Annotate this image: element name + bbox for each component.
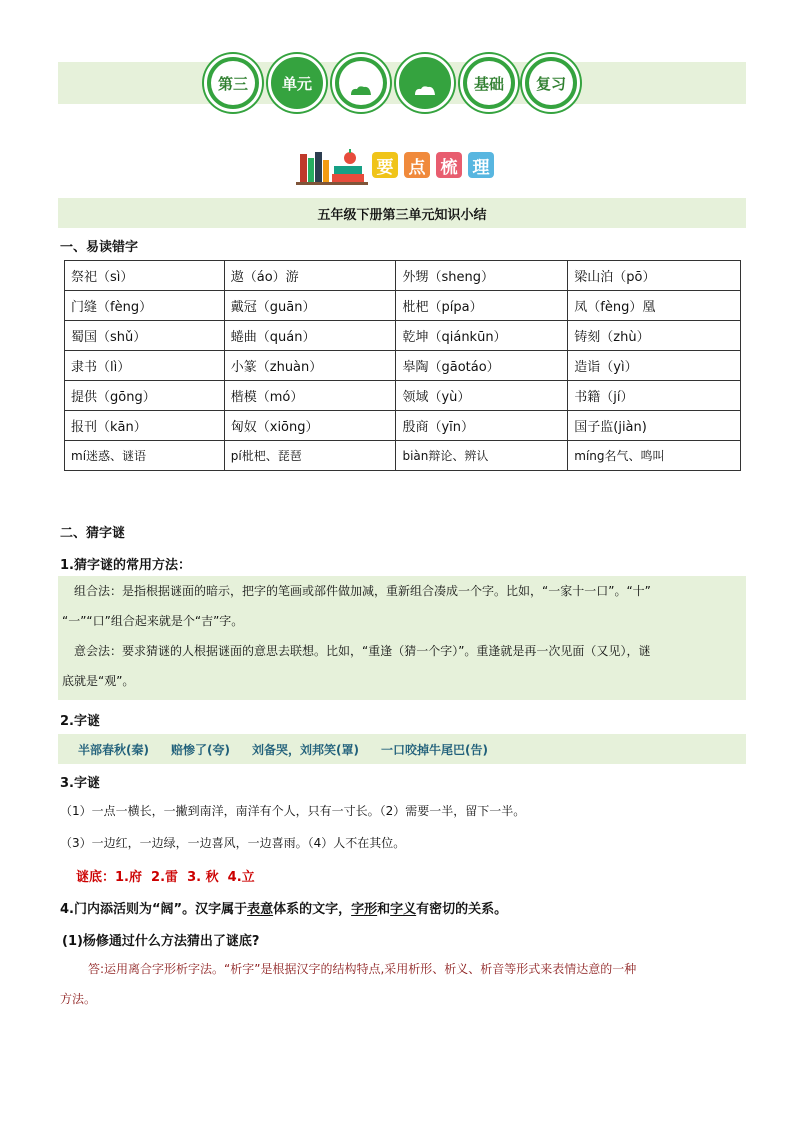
table-cell: pí枇杷、琵琶 [224, 441, 396, 471]
table-cell: 梁山泊（pō） [568, 261, 741, 291]
header-word-2: 单元 [281, 74, 312, 93]
table-row [65, 291, 741, 321]
banner-char: 梳 [440, 157, 458, 178]
section2-heading: 二、猜字谜 [60, 526, 126, 541]
table-row [65, 351, 741, 381]
riddle-3: 刘备哭，刘邦笑(罩) [251, 742, 359, 757]
header-circle-3 [332, 54, 390, 112]
table-row [65, 321, 741, 351]
table-cell: 门缝（fèng） [65, 291, 225, 321]
q4-underlined: 字义 [390, 902, 417, 917]
table-row [65, 441, 741, 471]
q4-text: 体系的文字， [273, 902, 352, 917]
table-cell: 祭祀（sì） [65, 261, 225, 291]
table-cell: 小篆（zhuàn） [224, 351, 396, 381]
page-title: 五年级下册第三单元知识小结 [58, 198, 746, 228]
header-circle-6 [522, 54, 580, 112]
table-cell: 外甥（sheng） [396, 261, 568, 291]
riddles-box [58, 734, 746, 764]
q2-heading: 2.字谜 [60, 714, 100, 729]
q4-keyword: 阔 [160, 902, 174, 917]
table-cell: 蜀国（shǔ） [65, 321, 225, 351]
riddle-2: 赔惨了(夸) [170, 742, 230, 757]
q1-heading: 1.猜字谜的常用方法： [60, 558, 191, 573]
q3-line2: （3）一边红，一边绿，一边喜风，一边喜雨。（4）人不在其位。 [60, 836, 406, 850]
table-cell: míng名气、鸣叫 [568, 441, 741, 471]
answer-label: 谜底： [76, 870, 116, 885]
banner-tile-1 [372, 152, 398, 178]
banner-tile-4 [468, 152, 494, 178]
riddle-4: 一口咬掉牛尾巴(告) [380, 742, 488, 757]
q3-heading: 3.字谜 [60, 776, 100, 791]
table-cell: 领域（yù） [396, 381, 568, 411]
header-word-5: 基础 [473, 74, 504, 93]
pronunciation-table [64, 260, 741, 471]
method1-line1: 组合法：是指根据谜面的暗示，把字的笔画或部件做加减，重新组合凑成一个字。比如，“一家十一口”。“十” [74, 584, 651, 598]
riddle-1: 半部春秋(秦) [78, 742, 149, 757]
method2-line1: 意会法：要求猜谜的人根据谜面的意思去联想。比如，“重逢（猜一个字）”。重逢就是再一次见面（又见），谜 [74, 644, 651, 658]
table-cell: 枇杷（pípa） [396, 291, 568, 321]
methods-box [58, 576, 746, 700]
table-row [65, 261, 741, 291]
header-word-6: 复习 [535, 74, 566, 93]
header-circle-1 [204, 54, 262, 112]
table-cell: 皋陶（gāotáo） [396, 351, 568, 381]
banner-char: 理 [472, 157, 490, 178]
q4-answer-line1: 答:运用离合字形析字法。“析字”是根据汉字的结构特点,采用析形、析义、析音等形式来表情达意的一种 [88, 962, 637, 976]
answers-line [76, 866, 255, 885]
banner-tile-2 [404, 152, 430, 178]
cloud-icon [413, 85, 437, 95]
q4-text: 4.门内添活则为“ [60, 902, 161, 917]
answer-values: 1.府 2.雷 3. 秋 4.立 [115, 870, 255, 885]
q4-text: 和 [377, 902, 391, 917]
table-cell: 乾坤（qiánkūn） [396, 321, 568, 351]
table-cell: 提供（gōng） [65, 381, 225, 411]
q4-underlined: 字形 [351, 902, 378, 917]
header-circle-5 [460, 54, 518, 112]
method2-line2: 底就是“观”。 [62, 674, 135, 688]
header-circle-2 [268, 54, 326, 112]
table-cell: 蜷曲（quán） [224, 321, 396, 351]
q4-answer-line2: 方法。 [60, 992, 97, 1006]
table-cell: 书籍（jí） [568, 381, 741, 411]
section-banner [296, 146, 506, 186]
table-row [65, 381, 741, 411]
table-row [65, 411, 741, 441]
table-cell: 楷模（mó） [224, 381, 396, 411]
table-cell: mí迷惑、谜语 [65, 441, 225, 471]
table-cell: 匈奴（xiōng） [224, 411, 396, 441]
header-word-1: 第三 [217, 74, 248, 93]
table-cell: 隶书（lì） [65, 351, 225, 381]
table-cell: 报刊（kān） [65, 411, 225, 441]
q3-line1: （1）一点一横长，一撇到南洋，南洋有个人，只有一寸长。（2）需要一半，留下一半。 [60, 804, 526, 818]
table-cell: 殷商（yīn） [396, 411, 568, 441]
q4-heading [60, 898, 507, 917]
section1-heading: 一、易读错字 [60, 240, 139, 255]
table-cell: 凤（fèng）凰 [568, 291, 741, 321]
table-cell: 遨（áo）游 [224, 261, 396, 291]
q4-text: 有密切的关系。 [416, 902, 508, 917]
table-cell: biàn辩论、辨认 [396, 441, 568, 471]
q4-text: ”。汉字属于 [173, 902, 248, 917]
table-cell: 铸刻（zhù） [568, 321, 741, 351]
banner-char: 点 [408, 157, 426, 178]
header-circle-4 [396, 54, 454, 112]
books-icon [296, 146, 368, 186]
table-cell: 造诣（yì） [568, 351, 741, 381]
method1-line2: “一”“口”组合起来就是个“吉”字。 [62, 614, 244, 628]
cloud-icon [349, 85, 373, 95]
table-cell: 戴冠（guān） [224, 291, 396, 321]
q4-subquestion: (1)杨修通过什么方法猜出了谜底? [62, 934, 260, 949]
banner-char: 要 [376, 157, 394, 178]
table-cell: 国子监(jiàn) [568, 411, 741, 441]
banner-tile-3 [436, 152, 462, 178]
q4-underlined: 表意 [247, 902, 274, 917]
